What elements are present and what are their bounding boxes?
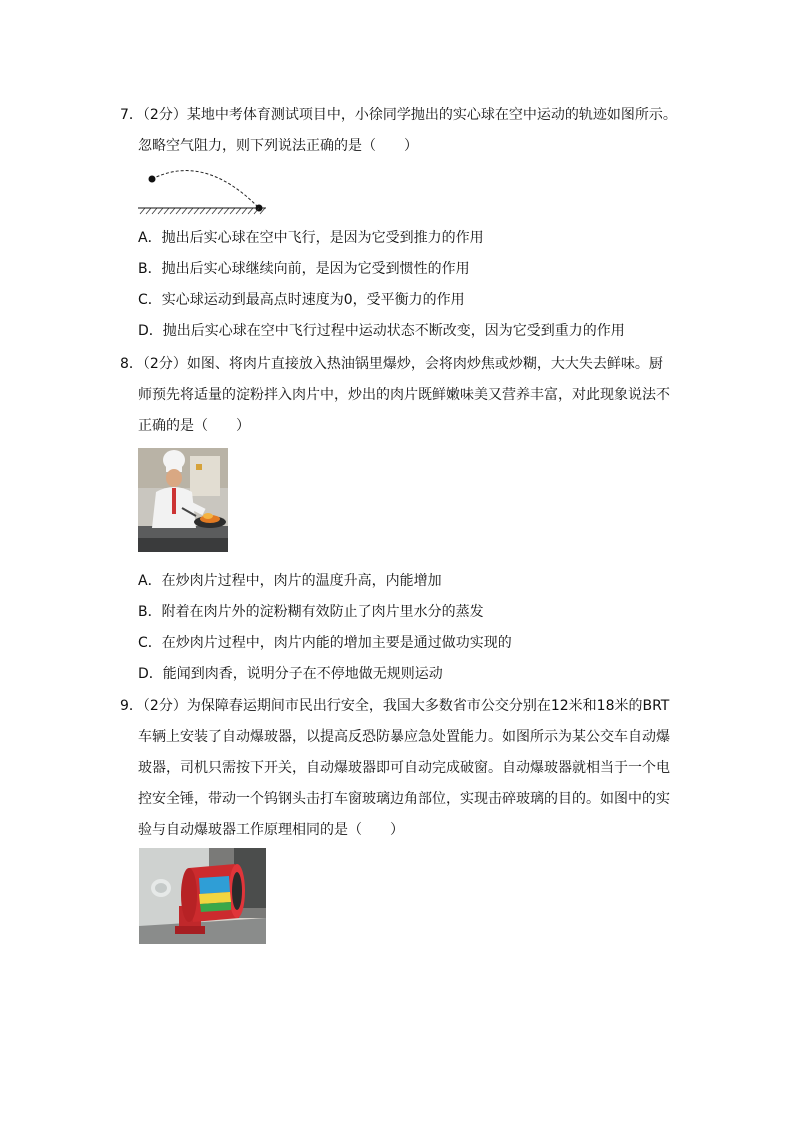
question-score: （2分） [142,698,187,714]
ground-hatching [140,208,265,214]
question-text: 师预先将适量的淀粉拌入肉片中，炒出的肉片既鲜嫩味美又营养丰富，对此现象说法不 [138,387,670,403]
question-text: 控安全锤，带动一个钨钢头击打车窗玻璃边角部位，实现击碎玻璃的目的。如图中的实 [138,791,670,807]
chef-cooking-photo [138,448,228,552]
auto-glass-breaker-photo [139,848,266,944]
question-text: 车辆上安装了自动爆玻器，以提高反恐防暴应急处置能力。如图所示为某公交车自动爆 [138,729,670,745]
question-text: 玻器，司机只需按下开关，自动爆玻器即可自动完成破窗。自动爆玻器就相当于一个电 [138,760,670,776]
trajectory-curve [152,171,258,207]
option-d: D．能闻到肉香，说明分子在不停地做无规则运动 [138,666,443,682]
question-text: 为保障春运期间市民出行安全，我国大多数省市公交分别在12米和18米的BRT [186,698,670,714]
option-c: C．在炒肉片过程中，肉片内能的增加主要是通过做功实现的 [138,635,512,651]
question-text: 正确的是（ ） [138,418,250,434]
option-a: A．抛出后实心球在空中飞行，是因为它受到推力的作用 [138,230,484,246]
question-8 [120,349,680,442]
question-number: 9． [120,698,143,714]
option-d: D．抛出后实心球在空中飞行过程中运动状态不断改变，因为它受到重力的作用 [138,323,625,339]
option-b: B．附着在肉片外的淀粉糊有效防止了肉片里水分的蒸发 [138,604,484,620]
option-b: B．抛出后实心球继续向前，是因为它受到惯性的作用 [138,261,470,277]
ball-start [149,176,156,183]
option-c: C．实心球运动到最高点时速度为0，受平衡力的作用 [138,292,465,308]
question-7 [120,100,680,162]
question-9 [120,691,680,846]
ball-trajectory-figure [136,165,272,217]
question-number: 7． [120,107,143,123]
question-number: 8． [120,356,143,372]
question-text: 忽略空气阻力，则下列说法正确的是（ ） [138,138,418,154]
question-text: 某地中考体育测试项目中，小徐同学抛出的实心球在空中运动的轨迹如图所示。 [186,107,677,123]
option-a: A．在炒肉片过程中，肉片的温度升高，内能增加 [138,573,442,589]
question-score: （2分） [142,107,187,123]
question-text: 如图、将肉片直接放入热油锅里爆炒，会将肉炒焦或炒糊，大大失去鲜味。厨 [186,356,663,372]
question-text: 验与自动爆玻器工作原理相同的是（ ） [138,822,404,838]
question-score: （2分） [142,356,187,372]
